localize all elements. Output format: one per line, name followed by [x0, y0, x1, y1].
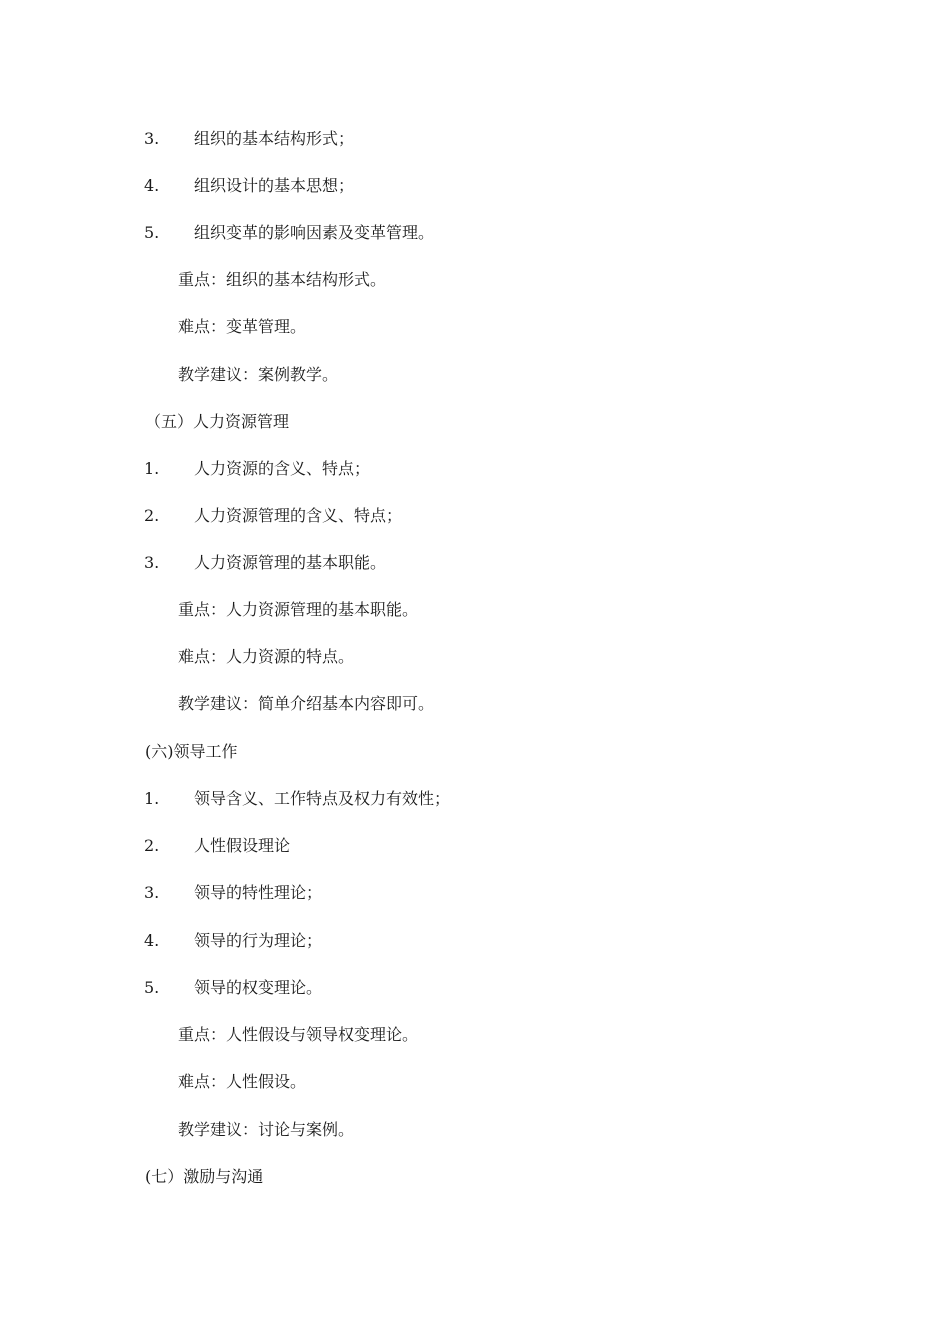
difficulty-text: 难点：人力资源的特点。	[178, 647, 355, 666]
list-item	[0, 881, 950, 905]
suggestion-text: 教学建议：案例教学。	[178, 365, 339, 384]
item-text: 领导的特性理论；	[194, 883, 323, 902]
list-item	[0, 929, 950, 953]
list-item	[0, 457, 950, 481]
list-item	[0, 221, 950, 245]
item-number: 1.	[144, 789, 160, 808]
item-number: 3.	[144, 553, 160, 572]
teaching-suggestion	[0, 363, 950, 387]
item-text: 领导的权变理论。	[194, 978, 323, 997]
difficulty	[0, 645, 950, 669]
key-point-text: 重点：人性假设与领导权变理论。	[178, 1025, 419, 1044]
list-item	[0, 174, 950, 198]
item-number: 4.	[144, 176, 160, 195]
teaching-suggestion	[0, 1118, 950, 1142]
section-heading-text: (六)领导工作	[145, 742, 238, 761]
list-item	[0, 834, 950, 858]
difficulty-text: 难点：人性假设。	[178, 1072, 307, 1091]
item-number: 2.	[144, 836, 160, 855]
item-number: 3.	[144, 883, 160, 902]
item-number: 5.	[144, 978, 160, 997]
suggestion-text: 教学建议：简单介绍基本内容即可。	[178, 694, 435, 713]
item-text: 人力资源管理的基本职能。	[194, 553, 387, 572]
item-text: 组织的基本结构形式；	[194, 129, 355, 148]
item-text: 组织设计的基本思想；	[194, 176, 355, 195]
section-heading	[0, 740, 950, 764]
key-point	[0, 1023, 950, 1047]
item-number: 3.	[144, 129, 160, 148]
list-item	[0, 127, 950, 151]
difficulty	[0, 315, 950, 339]
item-text: 人力资源管理的含义、特点；	[194, 506, 403, 525]
item-number: 5.	[144, 223, 160, 242]
key-point-text: 重点：组织的基本结构形式。	[178, 270, 387, 289]
section-heading-text: (七）激励与沟通	[145, 1167, 264, 1186]
item-number: 2.	[144, 506, 160, 525]
section-heading-text: （五）人力资源管理	[145, 412, 290, 431]
list-item	[0, 787, 950, 811]
item-text: 组织变革的影响因素及变革管理。	[194, 223, 435, 242]
item-number: 1.	[144, 459, 160, 478]
item-text: 领导含义、工作特点及权力有效性；	[194, 789, 451, 808]
list-item	[0, 976, 950, 1000]
section-heading	[0, 410, 950, 434]
item-text: 领导的行为理论；	[194, 931, 323, 950]
key-point-text: 重点：人力资源管理的基本职能。	[178, 600, 419, 619]
difficulty	[0, 1070, 950, 1094]
section-heading	[0, 1165, 950, 1189]
list-item	[0, 504, 950, 528]
item-text: 人性假设理论	[194, 836, 291, 855]
suggestion-text: 教学建议：讨论与案例。	[178, 1120, 355, 1139]
item-text: 人力资源的含义、特点；	[194, 459, 371, 478]
item-number: 4.	[144, 931, 160, 950]
difficulty-text: 难点：变革管理。	[178, 317, 307, 336]
key-point	[0, 268, 950, 292]
teaching-suggestion	[0, 692, 950, 716]
list-item	[0, 551, 950, 575]
key-point	[0, 598, 950, 622]
